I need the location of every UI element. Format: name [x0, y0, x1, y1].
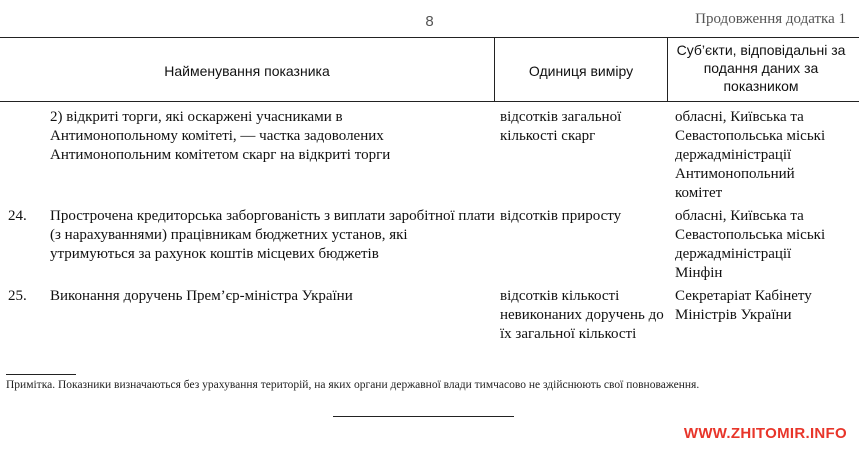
table-row-2-num: 24. [8, 208, 27, 224]
header-divider-2 [667, 37, 668, 101]
page-number: 8 [425, 13, 434, 30]
header-name: Найменування показника [164, 63, 330, 79]
table-row-1-name: 2) відкриті торги, які оскаржені учасниками в Антимонопольному комітеті, — частка задоволених Антимонопольним комітетом скарг на відкриті торги [50, 109, 391, 163]
continuation-label: Продовження додатка 1 [695, 11, 846, 27]
table-row-2-name: Прострочена кредиторська заборгованість з виплати заробітної плати (з нарахуваннями) працівникам бюджетних установ, які утримуються за рахунок коштів місцевих бюджетів [50, 208, 495, 262]
footnote: Примітка. Показники визначаються без урахування територій, на яких органи державної влади тимчасово не здійснюють свої повноваження. [6, 379, 700, 391]
header-unit: Одиниця виміру [528, 63, 634, 79]
table-row-3-unit: відсотків кількості невиконаних доручень до їх загальної кількості [500, 288, 664, 342]
table-row-2-unit: відсотків приросту [500, 208, 622, 224]
end-rule [333, 416, 514, 417]
table-row-3-subjects: Секретаріат Кабінету Міністрів України [675, 288, 812, 323]
footnote-separator [6, 374, 76, 375]
table-row-3-name: Виконання доручень Прем’єр-міністра України [50, 288, 353, 304]
table-row-2-subjects: обласні, Київська та Севастопольська міські держадміністрації Мінфін [675, 208, 826, 281]
table-top-rule [0, 37, 859, 38]
header-subjects: Суб’єкти, відповідальні за подання даних за показником [676, 42, 846, 94]
header-bottom-rule [0, 101, 859, 102]
table-row-1-unit: відсотків загальної кількості скарг [500, 109, 622, 144]
watermark-logo: WWW.ZHITOMIR.INFO [683, 425, 847, 442]
table-row-1-subjects: обласні, Київська та Севастопольська міські держадміністрації Антимонопольний комітет [675, 109, 826, 201]
table-row-3-num: 25. [8, 288, 27, 304]
